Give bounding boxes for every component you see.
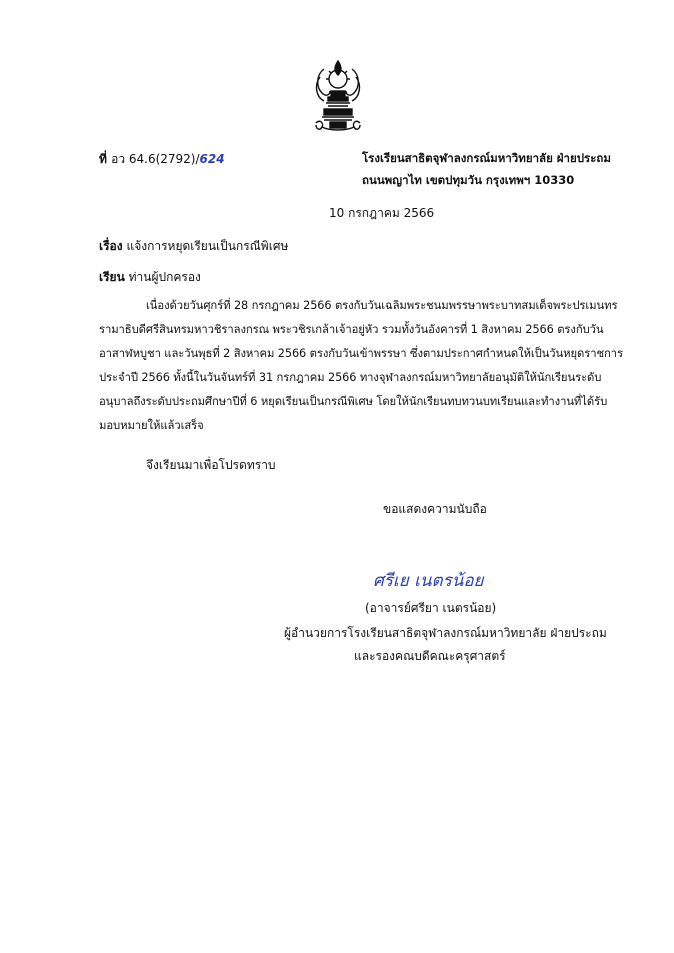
recipient-text: ท่านผู้ปกครอง xyxy=(128,270,201,284)
document-number-label: ที่ xyxy=(99,152,107,166)
sender-line-1: โรงเรียนสาธิตจุฬาลงกรณ์มหาวิทยาลัย ฝ่ายประถม xyxy=(362,151,611,165)
signature xyxy=(373,567,493,595)
body-line: ประจำปี 2566 ทั้งนี้ในวันจันทร์ที่ 31 กรกฎาคม 2566 ทางจุฬาลงกรณ์มหาวิทยาลัยอนุมัติให้นักเรียนระดับ xyxy=(99,371,602,384)
body-line: มอบหมายให้แล้วเสร็จ xyxy=(99,419,204,432)
signatory-name: (อาจารย์ศรียา เนตรน้อย) xyxy=(365,601,497,615)
body-line: อาสาฬหบูชา และวันพุธที่ 2 สิงหาคม 2566 ตรงกับวันเข้าพรรษา ซึ่งตามประกาศกำหนดให้เป็นวันหยุดราชการ xyxy=(99,347,624,360)
signatory-title-2: และรองคณบดีคณะครุศาสตร์ xyxy=(354,649,506,663)
recipient-label: เรียน xyxy=(99,270,125,284)
university-emblem-icon xyxy=(312,57,364,135)
document-number-value: อว 64.6(2792)/ xyxy=(111,152,200,166)
signature-text: ศรีเย เนตรน้อย xyxy=(373,571,484,591)
closing-request: จึงเรียนมาเพื่อโปรดทราบ xyxy=(146,458,276,472)
sender-line-2: ถนนพญาไท เขตปทุมวัน กรุงเทพฯ 10330 xyxy=(362,173,575,187)
document-date: 10 กรกฎาคม 2566 xyxy=(329,206,435,220)
body-line: รามาธิบดีศรีสินทรมหาวชิราลงกรณ พระวชิรเกล้าเจ้าอยู่หัว รวมทั้งวันอังคารที่ 1 สิงหาคม 2566 ตรงกับวัน xyxy=(99,323,604,336)
recipient xyxy=(99,268,201,287)
body-line: เนื่องด้วยวันศุกร์ที่ 28 กรกฎาคม 2566 ตรงกับวันเฉลิมพระชนมพรรษาพระบาทสมเด็จพระปรเมนทร xyxy=(146,299,618,312)
closing: ขอแสดงความนับถือ xyxy=(383,502,487,516)
document-number xyxy=(99,150,225,169)
signatory-title-1: ผู้อำนวยการโรงเรียนสาธิตจุฬาลงกรณ์มหาวิทยาลัย ฝ่ายประถม xyxy=(284,626,607,640)
subject xyxy=(99,237,288,256)
subject-label: เรื่อง xyxy=(99,239,123,253)
subject-text: แจ้งการหยุดเรียนเป็นกรณีพิเศษ xyxy=(126,239,289,253)
document-number-handwritten: 624 xyxy=(199,152,225,166)
body-line: อนุบาลถึงระดับประถมศึกษาปีที่ 6 หยุดเรียนเป็นกรณีพิเศษ โดยให้นักเรียนทบทวนบทเรียนและทำงานที่ได้รับ xyxy=(99,395,608,408)
